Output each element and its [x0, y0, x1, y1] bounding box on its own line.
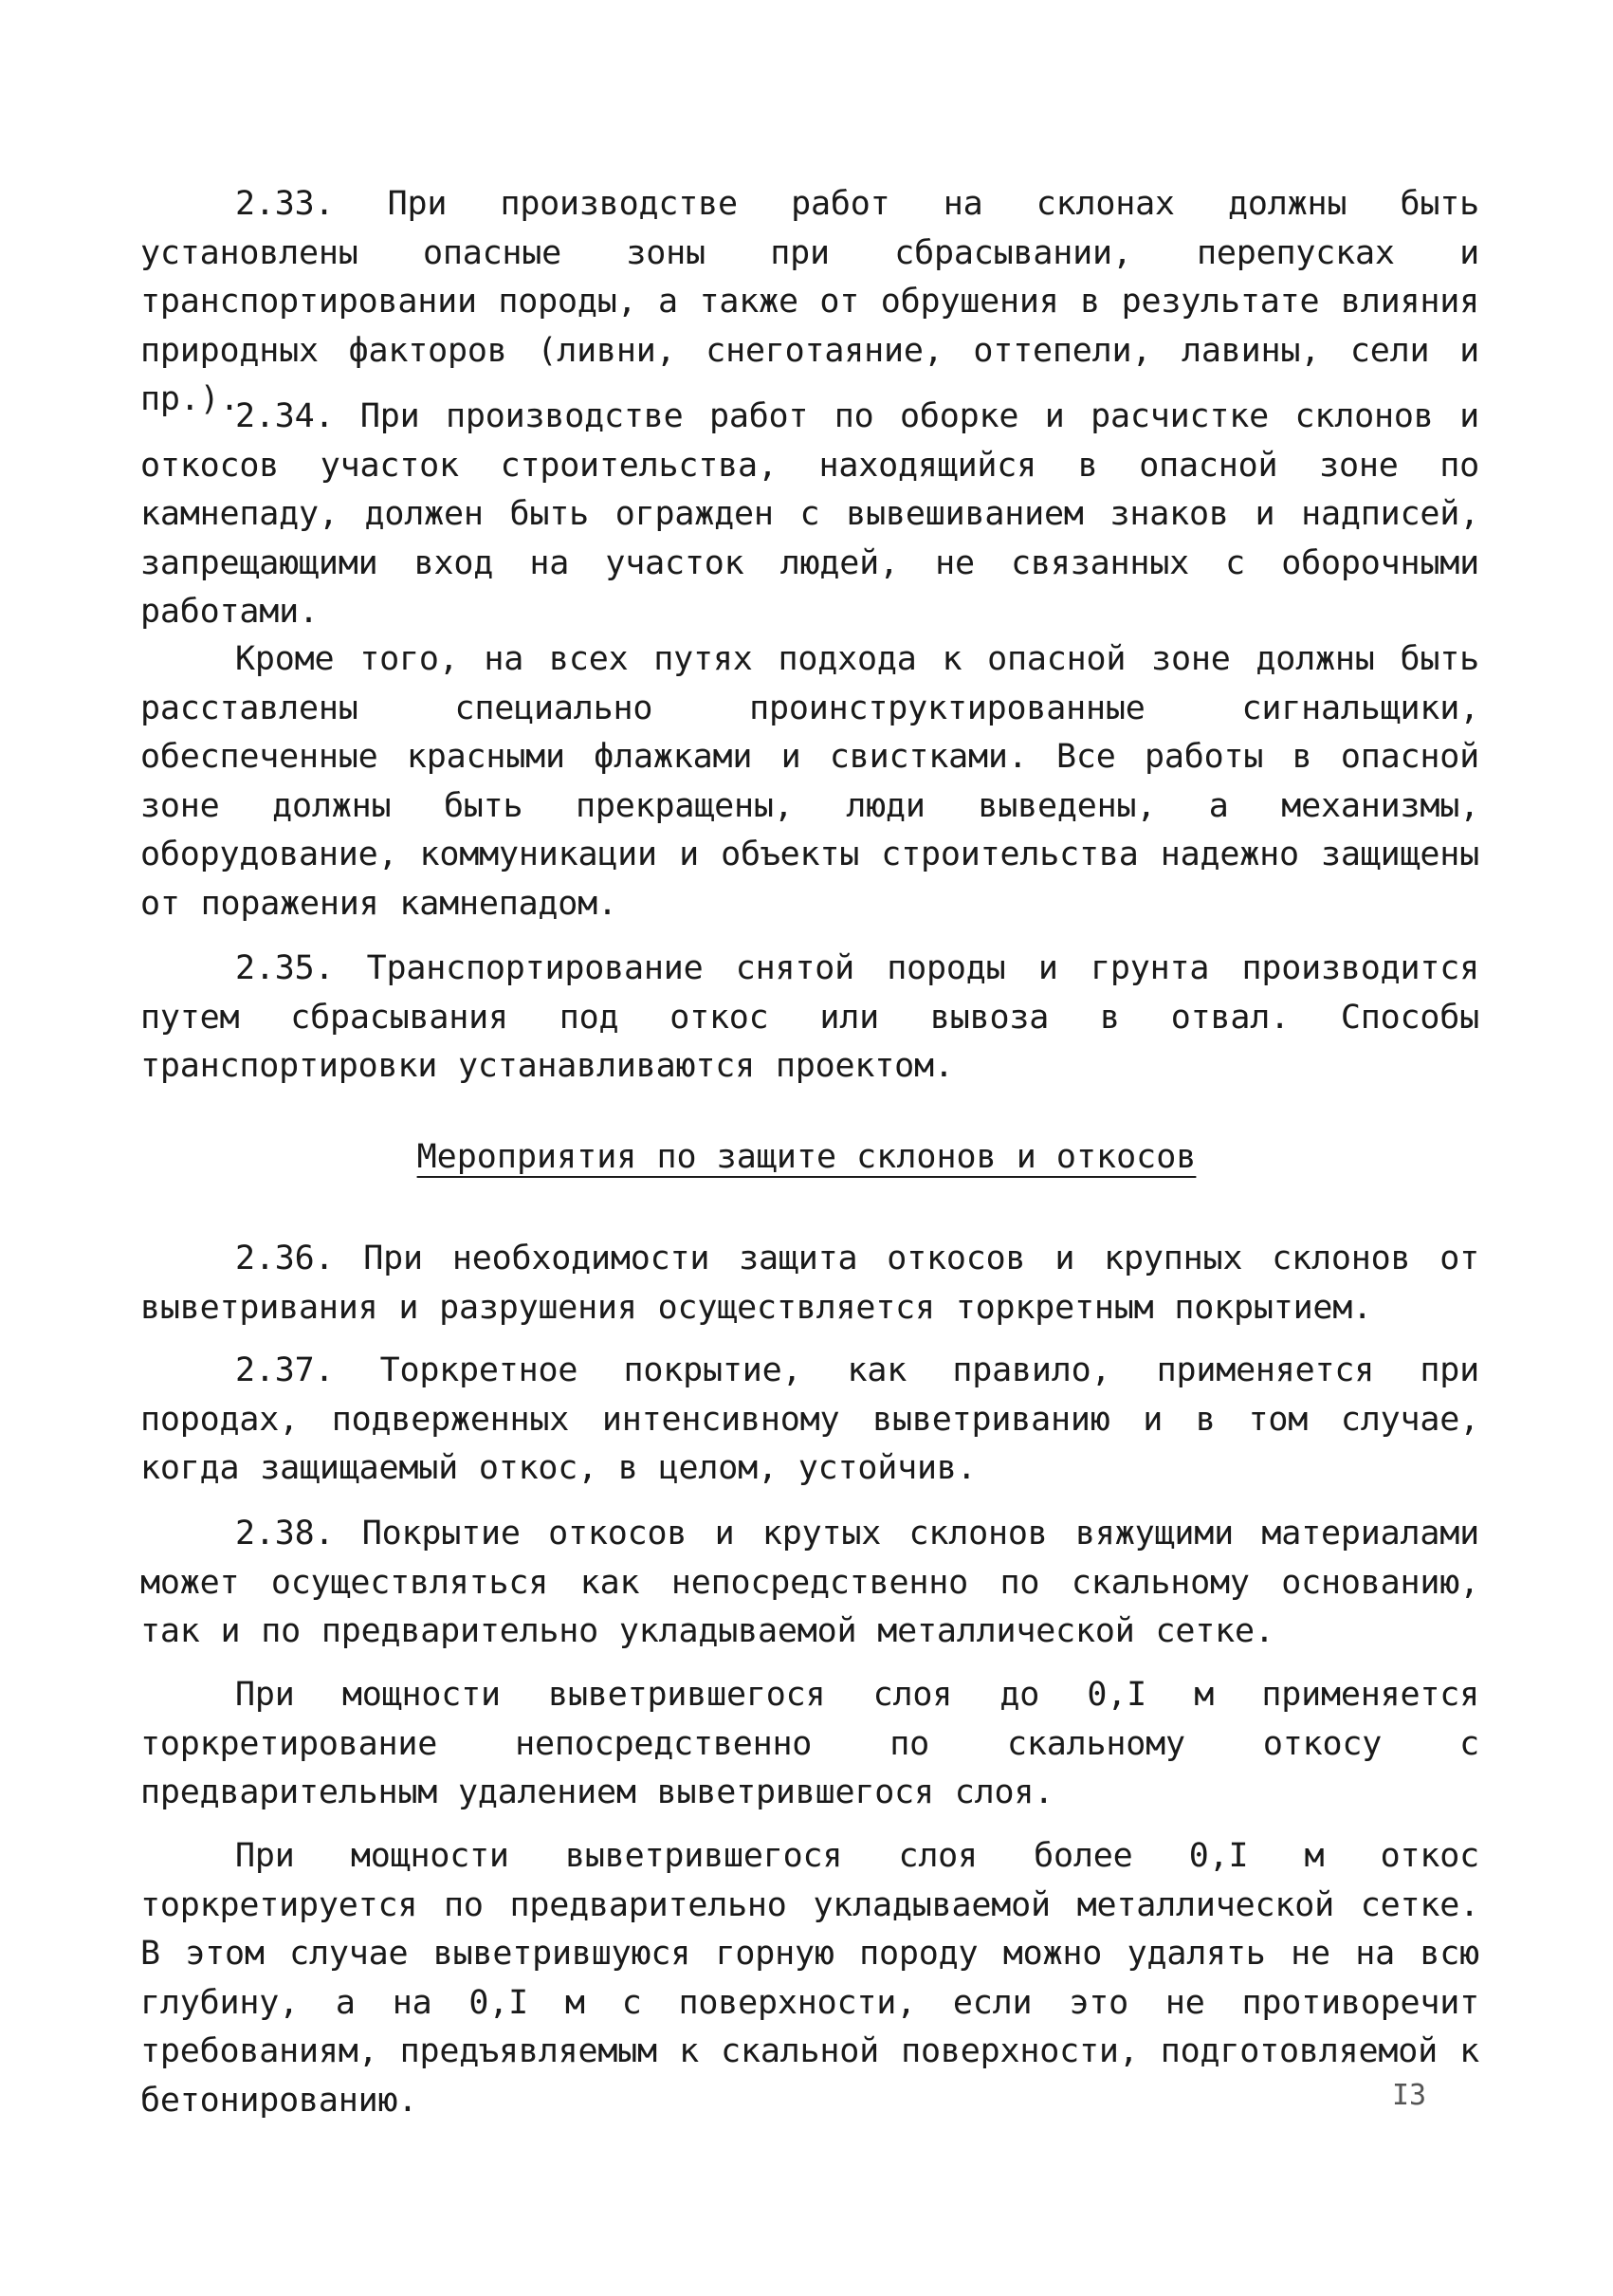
paragraph-2-35: 2.35. Транспортирование снятой породы и грунта производится путем сбрасывания под откос или вывоза в отвал. Способы транспортировки устанавливаются проектом.	[140, 949, 1479, 1085]
page-number: I3	[1392, 2079, 1427, 2112]
paragraph-thick-layer: При мощности выветрившегося слоя более 0,I м откос торкретируется по предварительно укладываемой металлической сетке. В этом случае выветрившуюся горную породу можно удалять не на всю глубину, а на 0,I м с поверхности, если это не противоречит требованиям, предъявляемым к скальной поверхности, подготовляемой к бетонированию.	[140, 1837, 1479, 2120]
paragraph-2-34: 2.34. При производстве работ по оборке и расчистке склонов и откосов участок строительства, находящийся в опасной зоне по камнепаду, должен быть огражден с вывешиванием знаков и надписей, запрещающими вход на участок людей, не связанных с оборочными работами.	[140, 397, 1479, 631]
paragraph-2-38: 2.38. Покрытие откосов и крутых склонов вяжущими материалами может осуществляться как непосредственно по скальному основанию, так и по предварительно укладываемой металлической сетке.	[140, 1515, 1479, 1650]
paragraph-2-37: 2.37. Торкретное покрытие, как правило, применяется при породах, подверженных интенсивному выветриванию и в том случае, когда защищаемый откос, в целом, устойчив.	[140, 1351, 1479, 1487]
paragraph-2-36: 2.36. При необходимости защита откосов и крупных склонов от выветривания и разрушения осуществляется торкретным покрытием.	[140, 1240, 1479, 1327]
section-heading	[0, 1133, 1613, 1182]
paragraph-thin-layer: При мощности выветрившегося слоя до 0,I м применяется торкретирование непосредственно по скальному откосу с предварительным удалением выветрившегося слоя.	[140, 1676, 1479, 1811]
paragraph-2-34-continuation: Кроме того, на всех путях подхода к опасной зоне должны быть расставлены специально проинструктированные сигнальщики, обеспеченные красными флажками и свистками. Все работы в опасной зоне должны быть прекращены, люди выведены, а механизмы, оборудование, коммуникации и объекты строительства надежно защищены от поражения камнепадом.	[140, 640, 1479, 923]
paragraph-2-33: 2.33. При производстве работ на склонах должны быть установлены опасные зоны при сбрасывании, перепусках и транспортировании породы, а также от обрушения в результате влияния природных факторов (ливни, снеготаяние, оттепели, лавины, сели и пр.).	[140, 185, 1479, 418]
section-heading-text: Мероприятия по защите склонов и откосов	[416, 1138, 1197, 1176]
